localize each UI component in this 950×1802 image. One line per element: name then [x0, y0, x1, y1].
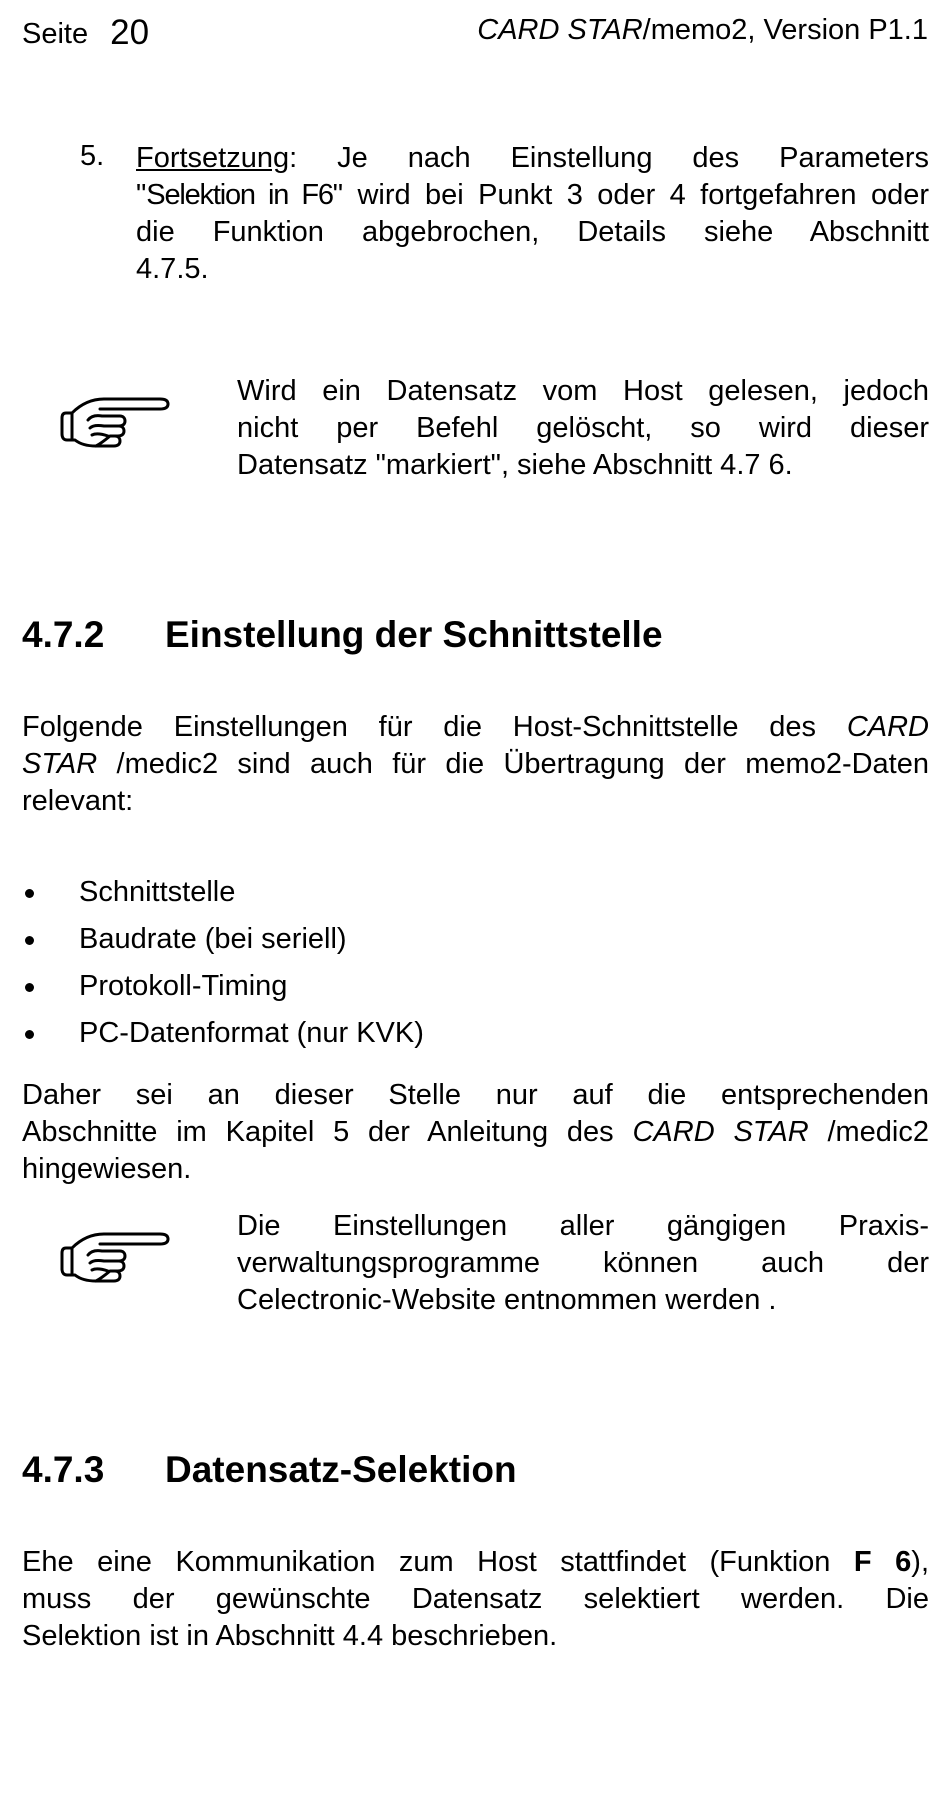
step-5-line: 4.7.5. [136, 253, 209, 285]
page-indicator [22, 12, 149, 52]
bullet-icon [25, 1030, 34, 1039]
section-heading-4-7-3 [22, 1449, 517, 1491]
selection-paragraph: Ehe eine Kommunikation zum Host stattfindet (Funktion F 6), muss der gewünschte Datensatz selektiert werden. Die Selektion ist in Abschnitt 4.4 beschrieben. [22, 1546, 929, 1652]
product-name: CARD STAR [477, 14, 643, 46]
pointing-hand-icon [60, 394, 172, 448]
outro-paragraph: Daher sei an dieser Stelle nur auf die entsprechenden Abschnitte im Kapitel 5 der Anleitung des CARD STAR /medic2 hingewiesen. [22, 1079, 929, 1185]
bullet-icon [25, 983, 34, 992]
bullet-icon [25, 889, 34, 898]
document-version: /memo2, Version P1.1 [642, 14, 928, 46]
step-5-line: "Selektion in F6" wird bei Punkt 3 oder 4 fortgefahren oder [136, 179, 929, 211]
step-5-paragraph [136, 140, 929, 288]
page-number: 20 [110, 13, 150, 52]
section-title: Einstellung der Schnittstelle [165, 614, 663, 655]
note-2-text: Die Einstellungen aller gängigen Praxis- verwaltungsprogramme können auch der Celectronic-Website entnommen werden . [237, 1210, 929, 1316]
function-key: F 6 [853, 1546, 912, 1578]
bullet-icon [25, 936, 34, 945]
intro-paragraph: Folgende Einstellungen für die Host-Schnittstelle des CARD STAR /medic2 sind auch für die Übertragung der memo2-Daten relevant: [22, 711, 929, 817]
step-number: 5. [80, 140, 105, 172]
continuation-term: Fortsetzung [136, 142, 290, 174]
note-1-text: Wird ein Datensatz vom Host gelesen, jedoch nicht per Befehl gelöscht, so wird dieser Datensatz "markiert", siehe Abschnitt 4.7 6. [237, 375, 929, 481]
section-number: 4.7.2 [22, 614, 105, 655]
parameter-name: Selektion in F6 [146, 179, 333, 211]
page-header [22, 6, 928, 52]
section-number: 4.7.3 [22, 1449, 105, 1490]
section-title: Datensatz-Selektion [165, 1449, 517, 1490]
pointing-hand-icon [60, 1229, 172, 1283]
section-heading-4-7-2 [22, 614, 663, 656]
step-5-line: Fortsetzung: Je nach Einstellung des Parameters [136, 142, 929, 174]
document-title [477, 14, 928, 47]
step-5-line: die Funktion abgebrochen, Details siehe Abschnitt [136, 216, 929, 248]
settings-list: Schnittstelle Baudrate (bei seriell) Protokoll-Timing PC-Datenformat (nur KVK) [22, 876, 922, 1056]
page-label: Seite [22, 18, 89, 50]
